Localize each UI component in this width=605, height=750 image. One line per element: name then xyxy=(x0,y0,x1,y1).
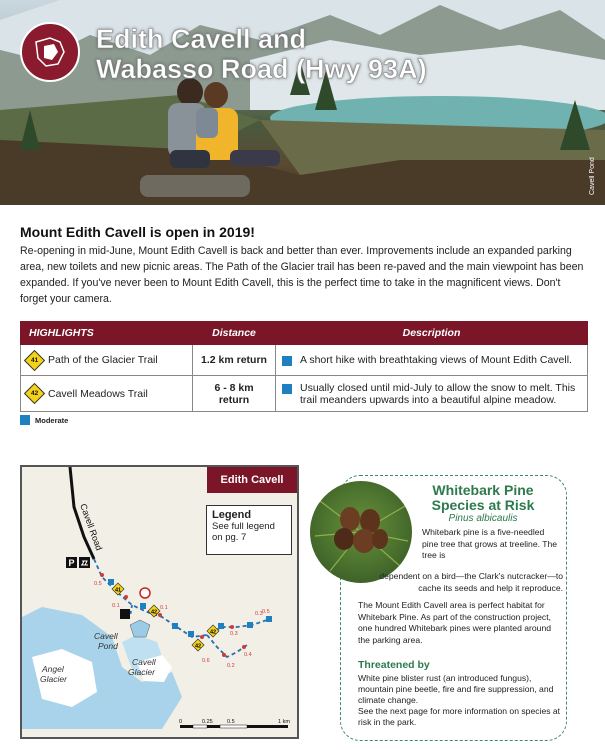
svg-text:Pond: Pond xyxy=(98,641,118,651)
moderate-square-icon xyxy=(282,384,292,394)
pine-cone-photo xyxy=(310,481,412,583)
difficulty-legend xyxy=(20,415,68,425)
svg-text:0.1: 0.1 xyxy=(160,605,168,611)
svg-text:0.4: 0.4 xyxy=(244,652,252,658)
svg-text:0.1: 0.1 xyxy=(112,603,120,609)
pine-title: Whitebark Pine Species at Risk xyxy=(431,482,535,513)
region-logo xyxy=(20,22,80,82)
description-cell xyxy=(276,376,588,412)
scientific-name: Pinus albicaulis xyxy=(448,513,518,524)
table-row xyxy=(21,376,588,412)
pine-paragraph-2: The Mount Edith Cavell area is perfect habitat for Whitebark Pine. As part of the construction project, one hundred Whitebark pines were planted around the parking area. xyxy=(358,600,552,645)
svg-text:Glacier: Glacier xyxy=(40,674,67,684)
svg-text:0.5: 0.5 xyxy=(94,581,102,587)
legend-label: Moderate xyxy=(35,415,69,425)
svg-text:0.5: 0.5 xyxy=(262,609,270,615)
pine-cone-icon xyxy=(310,481,412,583)
table-row xyxy=(21,345,588,376)
svg-text:1 km: 1 km xyxy=(278,719,290,725)
intro-heading: Mount Edith Cavell is open in 2019! xyxy=(20,224,255,240)
trail-marker-icon: 41 xyxy=(24,349,45,370)
svg-text:Angel: Angel xyxy=(42,664,64,674)
svg-text:0.6: 0.6 xyxy=(202,658,210,664)
header-highlights: HIGHLIGHTS xyxy=(21,322,193,345)
svg-text:0.5: 0.5 xyxy=(227,719,235,725)
svg-text:0.3: 0.3 xyxy=(255,611,263,617)
map-legend xyxy=(206,505,292,555)
description-text: A short hike with breathtaking views of Mount Edith Cavell. xyxy=(300,354,572,366)
map-title-tag: Edith Cavell xyxy=(207,467,297,493)
whitebark-pine-panel xyxy=(310,473,590,743)
trail-map xyxy=(20,465,299,739)
svg-text:42: 42 xyxy=(195,643,202,650)
svg-text:Glacier: Glacier xyxy=(128,667,155,677)
trail-name: Cavell Meadows Trail xyxy=(48,387,148,400)
distance-cell: 1.2 km return xyxy=(193,345,276,376)
moderate-square-icon xyxy=(20,415,30,425)
distance-cell: 6 - 8 km return xyxy=(193,376,276,412)
photo-credit: Cavell Pond xyxy=(589,157,596,195)
description-cell xyxy=(276,345,588,376)
svg-text:0.3: 0.3 xyxy=(230,631,238,637)
region-map-icon xyxy=(30,32,70,72)
legend-text: See full legend on pg. 7 xyxy=(212,521,275,543)
hero-photo xyxy=(0,0,605,205)
svg-text:42: 42 xyxy=(210,629,217,636)
trail-name: Path of the Glacier Trail xyxy=(48,354,158,366)
intro-body: Re-opening in mid-June, Mount Edith Cavell is back and better than ever. Improvements include an expanded parking area, new toilets and new picnic areas. The Path of the Glacier trail has been re-paved and the main viewpoint has been expanded. If you've never been to Mount Edith Cavell, this is the perfect time to take in the magnificent views. Don't forget your camera. xyxy=(20,245,584,305)
svg-text:P: P xyxy=(68,558,75,568)
svg-text:Cavell: Cavell xyxy=(132,657,156,667)
trail-marker-icon: 42 xyxy=(24,383,45,404)
header-distance: Distance xyxy=(193,322,276,345)
svg-text:0.2: 0.2 xyxy=(227,663,235,669)
trail-cell xyxy=(21,376,193,412)
threat-text: White pine blister rust (an introduced fungus), mountain pine beetle, fire and fire suppression, and climate change. See the next page for more information on species at risk in the park. xyxy=(358,673,561,727)
toilet-icon xyxy=(120,609,130,619)
threat-heading: Threatened by xyxy=(358,659,430,671)
svg-text:41: 41 xyxy=(115,587,122,594)
pine-paragraph-1a: Whitebark pine is a five-needled pine tree that grows at treeline. The tree is xyxy=(422,527,558,560)
svg-text:Cavell Road: Cavell Road xyxy=(78,502,105,552)
intro-section xyxy=(20,224,590,307)
pine-paragraph-1b: dependent on a bird—the Clark's nutcracker—to cache its seeds and help it reproduce. xyxy=(379,571,563,593)
svg-text:Cavell: Cavell xyxy=(94,631,118,641)
svg-text:0: 0 xyxy=(179,719,183,725)
trail-cell xyxy=(21,345,193,376)
legend-title: Legend xyxy=(212,509,252,521)
moderate-square-icon xyxy=(282,356,292,366)
description-text: Usually closed until mid-July to allow the snow to melt. This trail meanders upwards into a beautiful alpine meadow. xyxy=(300,381,576,406)
page-title: Edith Cavell and Wabasso Road (Hwy 93A) xyxy=(96,24,427,84)
highlights-table xyxy=(20,321,588,412)
table-header xyxy=(21,322,588,345)
closure-icon xyxy=(140,588,150,598)
header-description: Description xyxy=(276,322,588,345)
svg-text:0.25: 0.25 xyxy=(202,719,213,725)
svg-text:42: 42 xyxy=(151,609,158,616)
